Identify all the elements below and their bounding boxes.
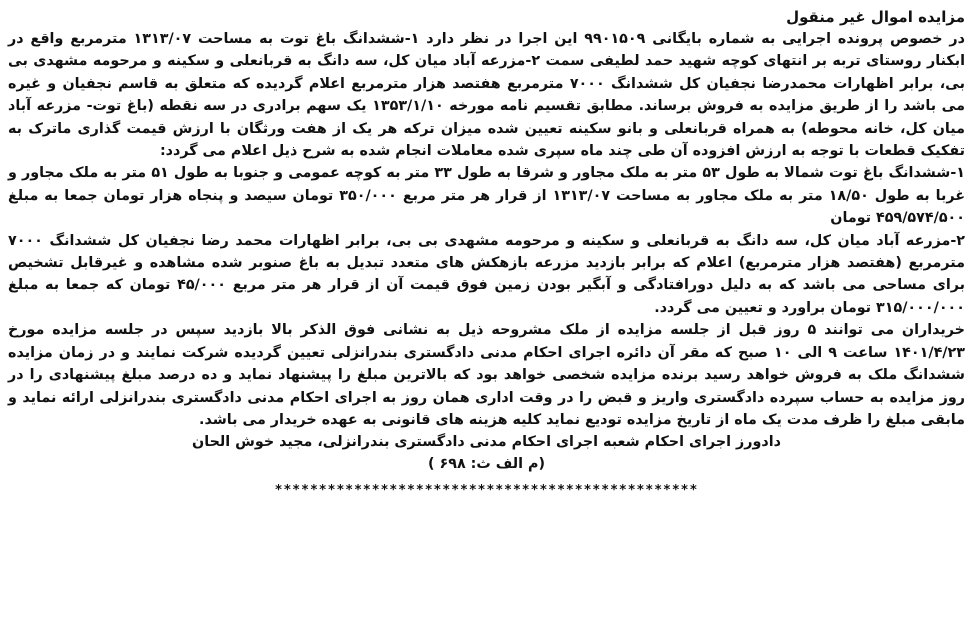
notice-signature: دادورز اجرای احکام شعبه اجرای احکام مدنی دادگستری بندرانزلی، مجید خوش الحان — [192, 434, 781, 451]
notice-paragraph-item-2: ۲-مزرعه آباد میان کل، سه دانگ به قربانعلی و سکینه و مرحومه مشهدی بی بی، برابر اظهارات محمد رضا نجفیان کل ششدانگ ۷۰۰۰ مترمربع (هفتصد هزار مترمربع) اعلام که برابر بازدید مزرعه بازهکش های متعدد تبدیل به باغ صنوبر شده مشاهده و غیرقابل تشخیص برای مساحی می باشد که به دلیل دورافتادگی و آبگیر بودن زمین فوق قیمت آن از قرار هر متر مربع ۴۵/۰۰۰ تومان که جمعا به مبلغ ۳۱۵/۰۰۰/۰۰۰ تومان براورد و تعیین می گردد. — [8, 232, 965, 316]
auction-notice — [6, 6, 967, 498]
notice-body — [8, 28, 965, 431]
notice-separator: ************************************************ — [274, 483, 699, 499]
notice-paragraph-item-1: ۱-ششدانگ باغ توت شمالا به طول ۵۳ متر به ملک مجاور و شرقا به طول ۳۳ متر به کوچه عمومی و جنوبا به طول ۵۱ متر به ملک مجاور و غربا به طول ۱۸/۵۰ متر به ملک مجاور به مساحت ۱۳۱۳/۰۷ از قرار هر متر مربع ۳۵۰/۰۰۰ تومان سیصد و پنجاه هزار تومان جمعا به مبلغ ۴۵۹/۵۷۴/۵۰۰ تومان — [8, 165, 966, 227]
notice-title: مزایده اموال غیر منقول — [786, 8, 965, 26]
notice-paragraph-intro: در خصوص پرونده اجرایی به شماره بایگانی ۹۹۰۱۵۰۹ این اجرا در نظر دارد ۱-ششدانگ باغ توت به مساحت ۱۳۱۳/۰۷ مترمربع واقع در ابکنار روستای تربه بر انتهای کوچه شهید حمد لطیفی سمت ۲-مزرعه آباد میان کل، سه دانگ به قربانعلی و سکینه و مرحومه مشهدی بی بی، برابر اظهارات محمدرضا نجفیان کل ششدانگ ۷۰۰۰ مترمربع هفتصد هزار مترمربع اعلام گردیده که متعلق به قاسم نجفیان و غیره می باشد را از طریق مزایده به فروش برساند. مطابق تقسیم نامه مورخه ۱۳۵۳/۱/۱۰ یک سهم برادری در سه نقطه (باغ توت- مزرعه آباد میان کل، خانه محوطه) به همراه قربانعلی و بانو سکینه تعیین شده میزان ترکه هر یک از هفت ورثگان با ارزش قیمت گذاری ماترک به تفکیک قطعات با توجه به ارزش افزوده آن طی چند ماه سپری شده معاملات انجام شده به شرح ذیل اعلام می گردد: — [8, 31, 966, 160]
notice-paragraph-terms: خریداران می توانند ۵ روز قبل از جلسه مزایده از ملک مشروحه ذیل به نشانی فوق الذکر بالا بازدید سپس در جلسه مزایده مورخ ۱۴۰۱/۴/۲۳ ساعت ۹ الی ۱۰ صبح که مقر آن دائره اجرای احکام مدنی دادگستری بندرانزلی تعیین گردیده شرکت نمایند و در زمان مزایده ششدانگ ملک به فروش خواهد رسید برنده مزایده شخصی خواهد بود که بالاترین مبلغ را پیشنهاد نماید و ده درصد مبلغ پیشنهادی را در روز مزایده به حساب سپرده دادگستری واریز و قبض را در وقت اداری همان روز به اجرای احکام مدنی دادگستری بندرانزلی ارائه نماید و مابقی مبلغ را ظرف مدت یک ماه از تاریخ مزایده تودیع نماید کلیه هزینه های قانونی به عهده خریدار می باشد. — [8, 322, 965, 428]
notice-reference: (م الف ث: ۶۹۸ ) — [427, 456, 546, 473]
